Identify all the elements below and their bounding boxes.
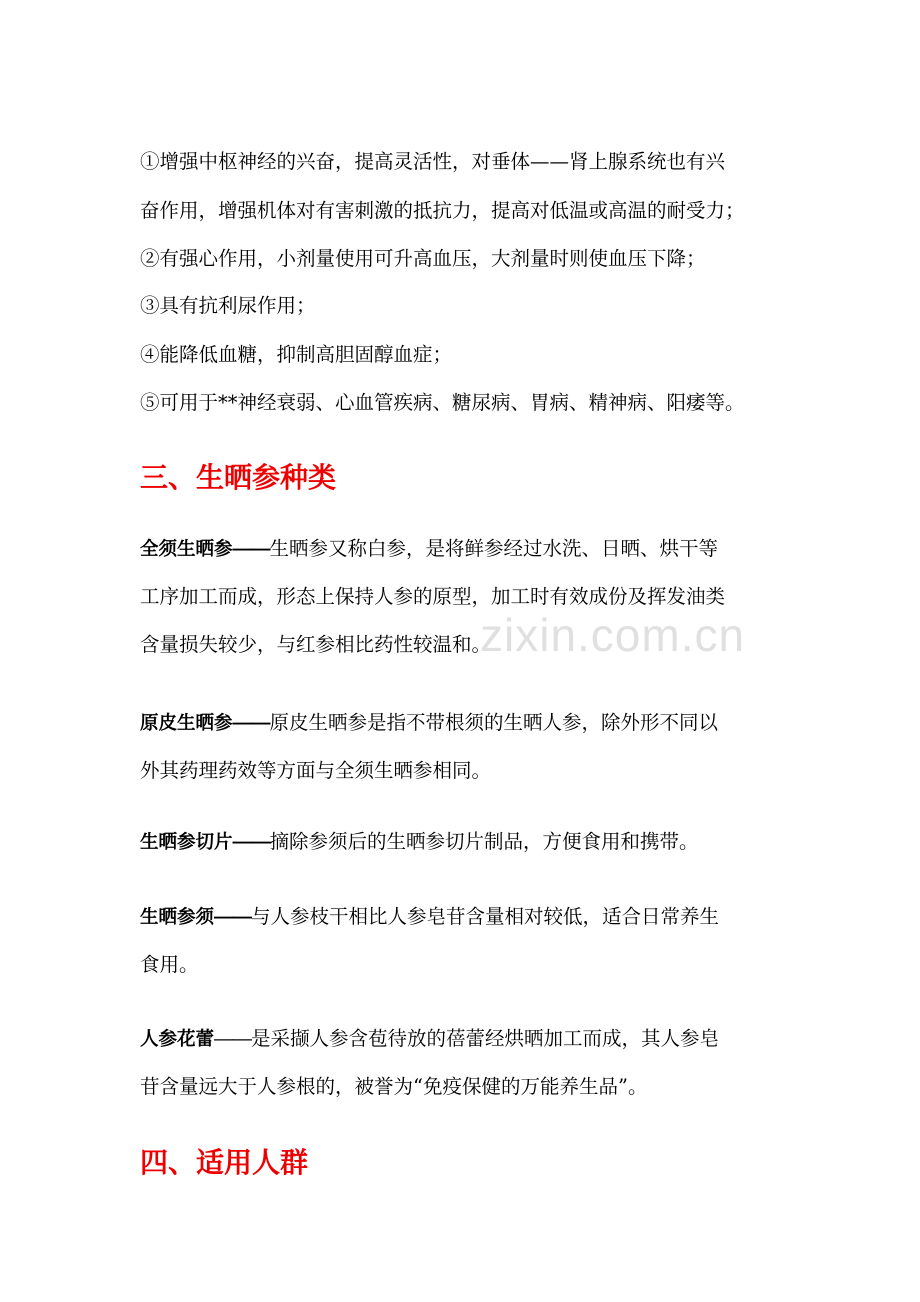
type-desc-line: 工序加工而成，形态上保持人参的原型，加工时有效成份及挥发油类 — [140, 585, 726, 608]
effect-line-6: ⑤可用于**神经衰弱、心血管疾病、糖尿病、胃病、精神病、阳痿等。 — [140, 391, 745, 414]
type-desc-line: 摘除参须后的生晒参切片制品，方便食用和携带。 — [269, 830, 699, 853]
effect-line-5: ④能降低血糖，抑制高胆固醇血症； — [140, 343, 453, 366]
type-desc-line: 苷含量远大于人参根的，被誉为“免疫保健的万能养生品”。 — [140, 1075, 648, 1098]
section-heading-types: 三、生晒参种类 — [140, 461, 337, 494]
type-dash: —— — [232, 538, 270, 560]
type-term: 生晒参切片 — [140, 832, 233, 853]
type-item-root-hairs — [140, 895, 785, 940]
type-dash: —— — [232, 831, 270, 853]
type-desc-line: 食用。 — [140, 953, 199, 976]
type-desc-line: 是采撷人参含苞待放的蓓蕾经烘晒加工而成，其人参皂 — [251, 1027, 720, 1050]
type-dash: —— — [232, 712, 270, 734]
type-item-original-skin — [140, 701, 785, 746]
type-term: 人参花蕾 — [140, 1029, 215, 1050]
type-item-whole-root — [140, 527, 785, 572]
type-item-flower-buds — [140, 1017, 785, 1062]
effect-line-4: ③具有抗利尿作用； — [140, 294, 316, 317]
type-term: 原皮生晒参 — [140, 713, 233, 734]
type-dash: —— — [214, 1028, 252, 1050]
type-desc-line: 外其药理药效等方面与全须生晒参相同。 — [140, 759, 492, 782]
effect-line-2: 奋作用，增强机体对有害刺激的抵抗力，提高对低温或高温的耐受力； — [140, 199, 745, 222]
type-desc-line: 原皮生晒参是指不带根须的生晒人参，除外形不同以 — [269, 711, 719, 734]
type-term: 生晒参须 — [140, 907, 215, 928]
type-item-slices — [140, 820, 785, 865]
type-term: 全须生晒参 — [140, 539, 233, 560]
section-heading-suitable-people: 四、适用人群 — [140, 1146, 309, 1179]
type-desc-line: 与人参枝干相比人参皂苷含量相对较低，适合日常养生 — [251, 905, 720, 928]
type-desc-line: 含量损失较少，与红参相比药性较温和。 — [140, 633, 492, 656]
effect-line-3: ②有强心作用，小剂量使用可升高血压，大剂量时则使血压下降； — [140, 247, 706, 270]
watermark: zixin.com.cn — [480, 609, 746, 661]
type-desc-line: 生晒参又称白参，是将鲜参经过水洗、日晒、烘干等 — [269, 537, 719, 560]
effect-line-1: ①增强中枢神经的兴奋，提高灵活性，对垂体——肾上腺系统也有兴 — [140, 150, 726, 173]
type-dash: —— — [214, 906, 252, 928]
